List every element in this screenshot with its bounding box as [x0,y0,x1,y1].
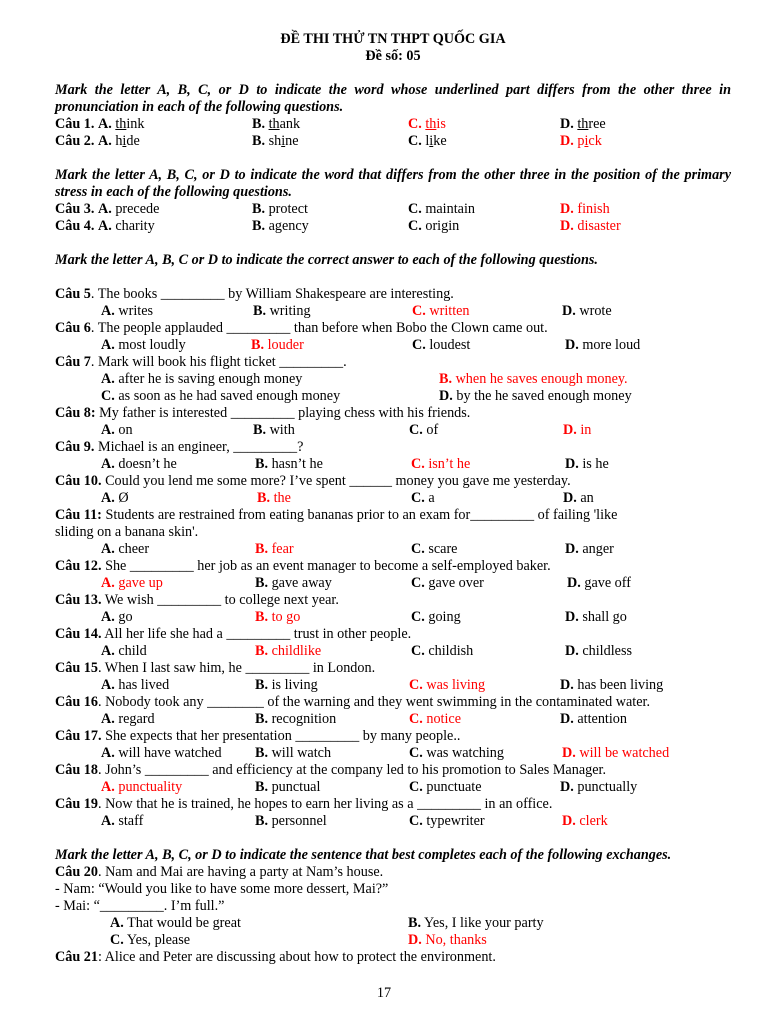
question-14: Câu 14. All her life she had a _________ trust in other people. [55,626,412,642]
section-instruction-pronunciation: Mark the letter A, B, C, or D to indicate the word whose underlined part differs from the other three in pronunciation in each of the following questions. [55,82,731,115]
correct-answer: D. No, thanks [408,932,487,948]
correct-answer: A. punctuality [101,779,183,795]
question-12: Câu 12. She _________ her job as an event manager to become a self-employed baker. [55,558,551,574]
dialogue-line-mai: - Mai: “_________. I’m full.” [55,898,225,914]
question-11: Câu 11: Students are restrained from eating bananas prior to an exam for_________ of failing 'like [55,507,618,523]
section-instruction-exchanges: Mark the letter A, B, C, or D to indicate the sentence that best completes each of the following exchanges. [55,847,672,863]
options-18: A. punctuality B. punctual C. punctuate D. punctually [101,779,638,795]
correct-answer: D. finish [560,201,610,217]
correct-answer: C. this [408,116,446,132]
question-17: Câu 17. She expects that her presentation _________ by many people.. [55,728,461,744]
question-7: Câu 7. Mark will book his flight ticket _________. [55,354,347,370]
question-8: Câu 8: My father is interested _________ playing chess with his friends. [55,405,471,421]
question-1: Câu 1. A. think B. thank C. this D. three [55,116,606,132]
question-21: Câu 21: Alice and Peter are discussing about how to protect the environment. [55,949,496,965]
question-20: Câu 20. Nam and Mai are having a party at Nam’s house. [55,864,384,880]
options-20b: C. Yes, please D. No, thanks [110,932,487,948]
question-10: Câu 10. Could you lend me some more? I’ve spent ______ money you gave me yesterday. [55,473,571,489]
question-5: Câu 5. The books _________ by William Shakespeare are interesting. [55,286,454,302]
options-16: A. regard B. recognition C. notice D. attention [101,711,627,727]
options-6: A. most loudly B. louder C. loudest D. more loud [101,337,641,353]
question-11-cont: sliding on a banana skin'. [55,524,199,540]
correct-answer: C. isn’t he [411,456,471,472]
question-16: Câu 16. Nobody took any ________ of the warning and they went swimming in the contaminated water. [55,694,650,710]
exam-title: ĐỀ THI THỬ TN THPT QUỐC GIA [280,31,506,47]
page-number: 17 [376,985,392,1001]
question-label: Câu 1. [55,116,95,132]
correct-answer: D. disaster [560,218,621,234]
dialogue-line-nam: - Nam: “Would you like to have some more dessert, Mai?” [55,881,389,897]
question-4: Câu 4. A. charity B. agency C. origin D. disaster [55,218,621,234]
question-6: Câu 6. The people applauded _________ than before when Bobo the Clown came out. [55,320,548,336]
question-9: Câu 9. Michael is an engineer, _________? [55,439,304,455]
options-7b: C. as soon as he had saved enough money D. by the he saved enough money [101,388,632,404]
options-15: A. has lived B. is living C. was living D. has been living [101,677,664,693]
correct-answer: A. gave up [101,575,163,591]
section-instruction-stress: Mark the letter A, B, C, or D to indicate the word that differs from the other three in the position of the primary stress in each of the following questions. [55,167,731,200]
options-13: A. go B. to go C. going D. shall go [101,609,627,625]
options-10: A. Ø B. the C. a D. an [101,490,594,506]
question-19: Câu 19. Now that he is trained, he hopes to earn her living as a _________ in an office. [55,796,553,812]
correct-answer: B. when he saves enough money. [439,371,628,387]
question-3: Câu 3. A. precede B. protect C. maintain D. finish [55,201,610,217]
section-instruction-grammar: Mark the letter A, B, C or D to indicate the correct answer to each of the following questions. [55,252,598,268]
question-18: Câu 18. John’s _________ and efficiency at the company led to his promotion to Sales Manager. [55,762,606,778]
options-9: A. doesn’t he B. hasn’t he C. isn’t he D. is he [101,456,609,472]
options-20a: A. That would be great B. Yes, I like your party [110,915,544,931]
question-13: Câu 13. We wish _________ to college next year. [55,592,339,608]
correct-answer: B. fear [255,541,294,557]
correct-answer: D. in [563,422,592,438]
options-7a: A. after he is saving enough money B. when he saves enough money. [101,371,628,387]
question-label: Câu 2. [55,133,95,149]
correct-answer: B. to go [255,609,301,625]
correct-answer: D. will be watched [562,745,670,761]
options-11: A. cheer B. fear C. scare D. anger [101,541,614,557]
options-19: A. staff B. personnel C. typewriter D. clerk [101,813,608,829]
options-8: A. on B. with C. of D. in [101,422,592,438]
options-12: A. gave up B. gave away C. gave over D. gave off [101,575,631,591]
question-15: Câu 15. When I last saw him, he _________ in London. [55,660,376,676]
correct-answer: C. notice [409,711,462,727]
options-5: A. writes B. writing C. written D. wrote [101,303,612,319]
question-2: Câu 2. A. hide B. shine C. like D. pick [55,133,602,149]
correct-answer: B. childlike [255,643,322,659]
exam-number: Đề số: 05 [365,48,421,64]
correct-answer: B. louder [251,337,304,353]
correct-answer: D. clerk [562,813,608,829]
options-14: A. child B. childlike C. childish D. childless [101,643,632,659]
correct-answer: D. pick [560,133,602,149]
options-17: A. will have watched B. will watch C. was watching D. will be watched [101,745,670,761]
correct-answer: C. was living [409,677,486,693]
correct-answer: C. written [412,303,470,319]
correct-answer: B. the [257,490,291,506]
exam-page [55,31,731,966]
